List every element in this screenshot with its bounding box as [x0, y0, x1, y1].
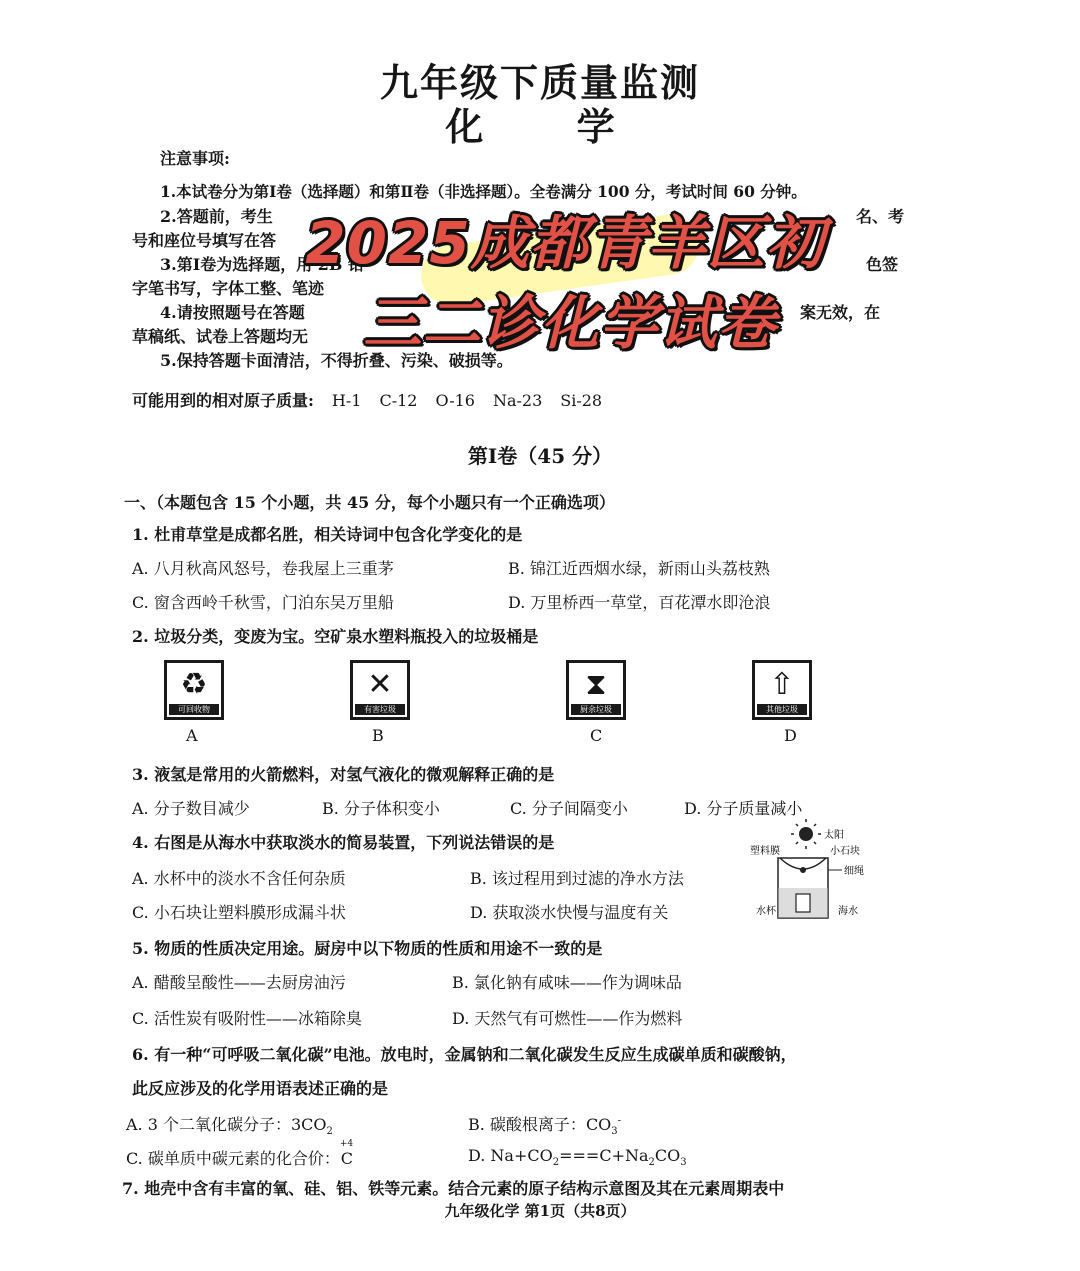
- water-cup: [796, 894, 810, 912]
- q6-option-b: [468, 1112, 621, 1137]
- q6-b-sub: 3: [611, 1126, 618, 1138]
- note-item-4b: 案无效，在: [800, 303, 881, 322]
- q1-option-d: D. 万里桥西一草堂，百花潭水即沧浪: [508, 593, 771, 612]
- note-item-5: 5.保持答题卡面清洁，不得折叠、污染、破损等。: [160, 351, 513, 370]
- bin-caption-a: 可回收物: [169, 704, 219, 715]
- atomic-mass-h: H-1: [331, 391, 362, 410]
- q6-a-sub: 2: [326, 1126, 333, 1138]
- note-item-3c: 字笔书写，字体工整、笔迹: [132, 279, 325, 298]
- note-item-4c: 草稿纸、试卷上答题均无: [132, 327, 309, 346]
- desalination-diagram: [748, 818, 878, 928]
- q4-option-c: C. 小石块让塑料膜形成漏斗状: [132, 903, 346, 922]
- hazard-icon: ✕: [367, 667, 393, 702]
- q6-b-sup: -: [617, 1115, 622, 1127]
- q4-option-a: A. 水杯中的淡水不含任何杂质: [132, 869, 346, 888]
- note-item-2c: 号和座位号填写在答: [132, 231, 277, 250]
- q6-d-text: D. Na+CO: [468, 1146, 553, 1165]
- q1-option-a: A. 八月秋高风怒号，卷我屋上三重茅: [132, 559, 394, 578]
- q3-option-d: D. 分子质量减小: [684, 799, 803, 818]
- q3-option-b: B. 分子体积变小: [322, 799, 440, 818]
- q6-c-text: C. 碳单质中碳元素的化合价：: [126, 1149, 340, 1168]
- q5-option-a: A. 醋酸呈酸性——去厨房油污: [132, 973, 346, 992]
- subject-title: 化 学: [445, 104, 655, 149]
- q6-option-c: [126, 1139, 354, 1169]
- bin-recyclable: [164, 660, 224, 720]
- bin-letter-b: B: [372, 726, 384, 745]
- q4-stem: 4. 右图是从海水中获取淡水的简易装置，下列说法错误的是: [132, 833, 555, 852]
- bin-caption-c: 厨余垃圾: [571, 704, 621, 715]
- banner-line-2: 三二诊化学试卷: [363, 289, 777, 357]
- q6-d-mid: ===C+Na: [559, 1146, 649, 1165]
- q5-stem: 5. 物质的性质决定用途。厨房中以下物质的性质和用途不一致的是: [132, 939, 603, 958]
- atomic-mass-si: Si-28: [560, 391, 603, 410]
- q6-a-formula: 3CO: [291, 1115, 327, 1134]
- bin-hazardous: [350, 660, 410, 720]
- q6-a-text: A. 3 个二氧化碳分子：: [126, 1115, 291, 1134]
- q1-stem: 1. 杜甫草堂是成都名胜，相关诗词中包含化学变化的是: [132, 525, 523, 544]
- kitchen-waste-icon: ⧗: [585, 667, 607, 702]
- bin-letter-d: D: [784, 726, 797, 745]
- section-intro: 一、（本题包含 15 个小题，共 45 分，每个小题只有一个正确选项）: [124, 493, 615, 512]
- label-seawater: 海水: [838, 906, 858, 917]
- q4-option-d: D. 获取淡水快慢与温度有关: [470, 903, 669, 922]
- q3-option-c: C. 分子间隔变小: [510, 799, 628, 818]
- atomic-mass-na: Na-23: [492, 391, 543, 410]
- q5-option-b: B. 氯化钠有咸味——作为调味品: [452, 973, 682, 992]
- q5-option-c: C. 活性炭有吸附性——冰箱除臭: [132, 1009, 362, 1028]
- recycle-icon: ♻: [180, 667, 208, 702]
- bin-letter-a: A: [186, 726, 198, 745]
- note-item-4a: 4.请按照题号在答题: [160, 303, 305, 322]
- notes-heading: 注意事项:: [160, 149, 230, 168]
- q5-option-d: D. 天然气有可燃性——作为燃料: [452, 1009, 683, 1028]
- q6-stem-line-2: 此反应涉及的化学用语表述正确的是: [132, 1079, 389, 1098]
- label-film: 塑料膜: [750, 846, 780, 857]
- atomic-mass-c: C-12: [379, 391, 418, 410]
- sun-icon: [799, 827, 813, 841]
- label-stone: 小石块: [830, 846, 860, 857]
- q6-d-sub2: 2: [648, 1157, 655, 1169]
- q6-option-a: [126, 1112, 333, 1137]
- q6-c-symbol: C: [340, 1149, 353, 1168]
- bin-kitchen: [566, 660, 626, 720]
- q3-option-a: A. 分子数目减少: [132, 799, 250, 818]
- other-waste-icon: ⇧: [769, 667, 795, 702]
- exam-title: 九年级下质量监测: [379, 60, 700, 105]
- q6-d-end: CO: [654, 1146, 681, 1165]
- q6-d-sub3: 3: [680, 1157, 687, 1169]
- note-item-3b: 色签: [866, 255, 899, 274]
- atomic-mass-label: 可能用到的相对原子质量:: [132, 391, 314, 410]
- section-title: 第Ⅰ卷（45 分）: [467, 444, 613, 468]
- q6-b-text: B. 碳酸根离子：: [468, 1115, 586, 1134]
- q4-option-b: B. 该过程用到过滤的净水方法: [470, 869, 684, 888]
- q7-stem: 7. 地壳中含有丰富的氧、硅、铝、铁等元素。结合元素的原子结构示意图及其在元素周期表中: [122, 1179, 785, 1198]
- label-sun: 太阳: [824, 830, 844, 841]
- atomic-mass-o: O-16: [435, 391, 475, 410]
- bin-other: [752, 660, 812, 720]
- q2-stem: 2. 垃圾分类，变废为宝。空矿泉水塑料瓶投入的垃圾桶是: [132, 627, 539, 646]
- atomic-mass-line: [132, 388, 602, 411]
- note-item-3a: 3.第Ⅰ卷为选择题，用 2B 铅: [160, 255, 364, 274]
- banner-line-1: 2025成都青羊区初: [305, 209, 825, 277]
- q6-d-sub1: 2: [552, 1157, 560, 1169]
- label-cup: 水杯: [756, 906, 776, 917]
- q6-stem-line-1: 6. 有一种“可呼吸二氧化碳”电池。放电时，金属钠和二氧化碳发生反应生成碳单质和碳酸钠，: [132, 1045, 797, 1064]
- q1-option-b: B. 锦江近西烟水绿，新雨山头荔枝熟: [508, 559, 770, 578]
- bin-caption-d: 其他垃圾: [757, 704, 807, 715]
- small-stone: [800, 867, 806, 873]
- q6-b-formula: CO: [585, 1115, 612, 1134]
- note-item-2b: 名、考: [856, 207, 905, 226]
- bin-letter-c: C: [590, 726, 603, 745]
- label-rope: 细绳: [844, 866, 864, 877]
- bin-caption-b: 有害垃圾: [355, 704, 405, 715]
- note-item-1: 1.本试卷分为第Ⅰ卷（选择题）和第Ⅱ卷（非选择题）。全卷满分 100 分，考试时间 60 分钟。: [160, 182, 807, 201]
- note-item-2a: 2.答题前，考生: [160, 207, 273, 226]
- q6-option-d: [468, 1146, 687, 1168]
- q6-c-mark: +4: [339, 1139, 354, 1149]
- q6-c-valence: [339, 1139, 354, 1168]
- page-footer: 九年级化学 第1页（共8页）: [444, 1202, 636, 1220]
- q3-stem: 3. 液氢是常用的火箭燃料，对氢气液化的微观解释正确的是: [132, 765, 555, 784]
- q1-option-c: C. 窗含西岭千秋雪，门泊东吴万里船: [132, 593, 394, 612]
